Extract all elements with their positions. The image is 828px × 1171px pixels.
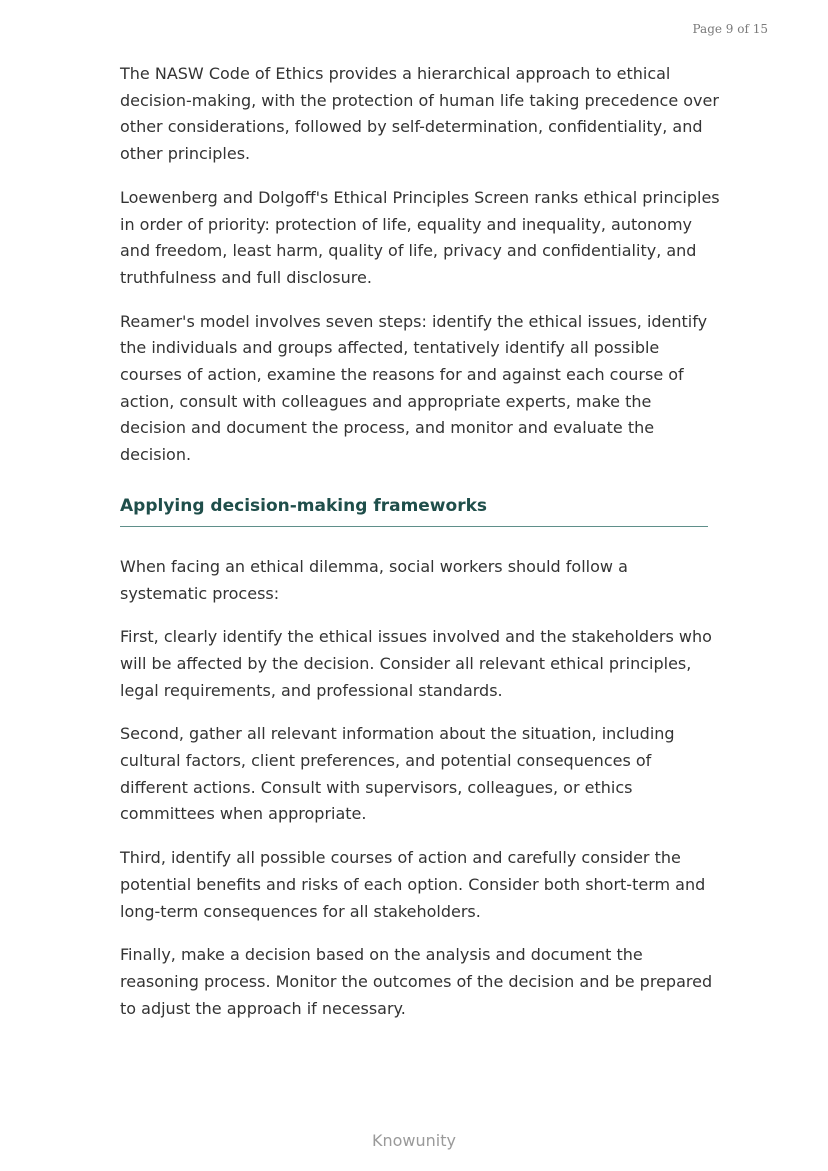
document-body <box>120 61 720 1039</box>
paragraph-nasw-code: The NASW Code of Ethics provides a hierarchical approach to ethical decision-making, with the protection of human life taking precedence over other considerations, followed by self-determination, confidentiality, and other principles. <box>120 64 719 164</box>
paragraph-ethical-principles-screen: Loewenberg and Dolgoff's Ethical Principles Screen ranks ethical principles in order of priority: protection of life, equality and inequality, autonomy and freedom, least harm, quality of life, privacy and confidentiality, and truthfulness and full disclosure. <box>120 187 720 287</box>
paragraph-third-step: Third, identify all possible courses of action and carefully consider the potential benefits and risks of each option. Consider both short-term and long-term consequences for all stakeholders. <box>120 848 706 921</box>
footer-brand: Knowunity <box>372 1131 456 1150</box>
paragraph-final-step: Finally, make a decision based on the analysis and document the reasoning process. Monitor the outcomes of the decision and be prepared to adjust the approach if necessary. <box>120 945 713 1018</box>
paragraph-systematic-process: When facing an ethical dilemma, social workers should follow a systematic process: <box>120 556 628 603</box>
paragraph-second-step: Second, gather all relevant information about the situation, including cultural factors, client preferences, and potential consequences of different actions. Consult with supervisors, colleagues, or ethics committees when appropriate. <box>120 724 675 824</box>
section-heading: Applying decision-making frameworks <box>120 492 708 527</box>
paragraph-first-step: First, clearly identify the ethical issues involved and the stakeholders who will be affected by the decision. Consider all relevant ethical principles, legal requirements, and professional standards. <box>120 627 712 700</box>
page-number: Page 9 of 15 <box>692 22 768 36</box>
paragraph-reamer-model: Reamer's model involves seven steps: identify the ethical issues, identify the individuals and groups affected, tentatively identify all possible courses of action, examine the reasons for and against each course of action, consult with colleagues and appropriate experts, make the decision and document the process, and monitor and evaluate the decision. <box>120 311 708 465</box>
